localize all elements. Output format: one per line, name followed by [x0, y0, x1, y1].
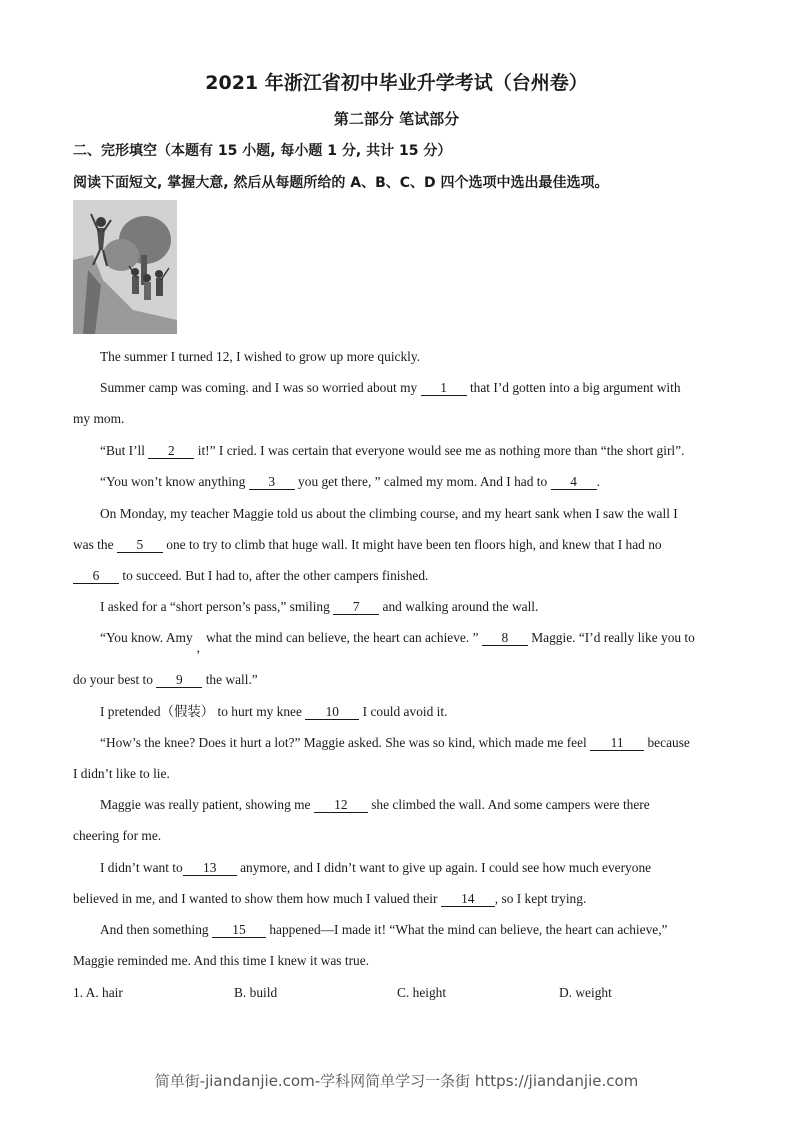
option-d[interactable]: D. weight	[559, 985, 612, 1000]
passage-line-5: “You won’t know anything 3 you get there, ” calmed my mom. And I had to 4 .	[100, 474, 600, 489]
passage-line-3: my mom.	[73, 411, 125, 426]
instructions: 阅读下面短文, 掌握大意, 然后从每题所给的 A、B、C、D 四个选项中选出最佳选项。	[73, 175, 609, 191]
passage-line-7: was the 5 one to try to climb that huge wall. It might have been ten floors high, and knew that I had no	[73, 537, 662, 552]
section-heading: 二、完形填空（本题有 15 小题, 每小题 1 分, 共计 15 分）	[73, 143, 452, 159]
blank-5[interactable]: 5	[117, 538, 163, 553]
passage-line-1: The summer I turned 12, I wished to grow up more quickly.	[100, 349, 421, 364]
climbing-illustration	[73, 200, 177, 334]
blank-9[interactable]: 9	[156, 673, 202, 688]
blank-2[interactable]: 2	[148, 444, 194, 459]
passage-line-14: I didn’t like to lie.	[73, 766, 170, 781]
passage-line-2: Summer camp was coming. and I was so worried about my 1 that I’d gotten into a big argument with	[100, 380, 681, 395]
passage-line-19: And then something 15 happened—I made it! “What the mind can believe, the heart can achieve,”	[100, 922, 668, 937]
blank-1[interactable]: 1	[421, 381, 467, 396]
footer-watermark: 简单街-jiandanjie.com-学科网简单学习一条街 https://jiandanjie.com	[154, 1072, 639, 1090]
passage-line-9: I asked for a “short person’s pass,” smiling 7 and walking around the wall.	[100, 599, 539, 614]
blank-12[interactable]: 12	[314, 798, 368, 813]
option-c[interactable]: C. height	[397, 985, 447, 1000]
passage-line-10: “You know. Amy,what the mind can believe, the heart can achieve. ” 8 Maggie. “I’d really like you to	[100, 630, 695, 655]
passage-line-13: “How’s the knee? Does it hurt a lot?” Maggie asked. She was so kind, which made me feel 11 because	[100, 735, 690, 750]
passage-line-18: believed in me, and I wanted to show them how much I valued their 14 , so I kept trying.	[73, 891, 587, 906]
passage-line-20: Maggie reminded me. And this time I knew it was true.	[73, 953, 370, 968]
blank-13[interactable]: 13	[183, 861, 237, 876]
passage-line-12: I pretended（假装） to hurt my knee 10 I could avoid it.	[100, 704, 448, 719]
climbing-illustration-art	[73, 200, 177, 334]
blank-7[interactable]: 7	[333, 600, 379, 615]
passage-line-4: “But I’ll 2 it!” I cried. I was certain that everyone would see me as nothing more than “the short girl”.	[100, 443, 685, 458]
blank-14[interactable]: 14	[441, 892, 495, 907]
passage-line-15: Maggie was really patient, showing me 12 she climbed the wall. And some campers were there	[100, 797, 650, 812]
blank-11[interactable]: 11	[590, 736, 644, 751]
passage-line-17: I didn’t want to 13 anymore, and I didn’t want to give up again. I could see how much everyone	[100, 860, 652, 875]
option-a[interactable]: 1. A. hair	[73, 985, 123, 1000]
blank-15[interactable]: 15	[212, 923, 266, 938]
passage-line-11: do your best to 9 the wall.”	[73, 672, 258, 687]
passage-line-6: On Monday, my teacher Maggie told us about the climbing course, and my heart sank when I saw the wall I	[100, 506, 678, 521]
passage-line-8: 6 to succeed. But I had to, after the other campers finished.	[73, 568, 428, 584]
blank-8[interactable]: 8	[482, 631, 528, 646]
passage-line-16: cheering for me.	[73, 828, 162, 843]
page-title: 2021 年浙江省初中毕业升学考试（台州卷）	[205, 72, 588, 94]
page-subtitle: 第二部分 笔试部分	[333, 110, 460, 128]
blank-4[interactable]: 4	[551, 475, 597, 490]
blank-10[interactable]: 10	[305, 705, 359, 720]
blank-6[interactable]: 6	[73, 569, 119, 584]
blank-3[interactable]: 3	[249, 475, 295, 490]
option-b[interactable]: B. build	[234, 985, 278, 1000]
